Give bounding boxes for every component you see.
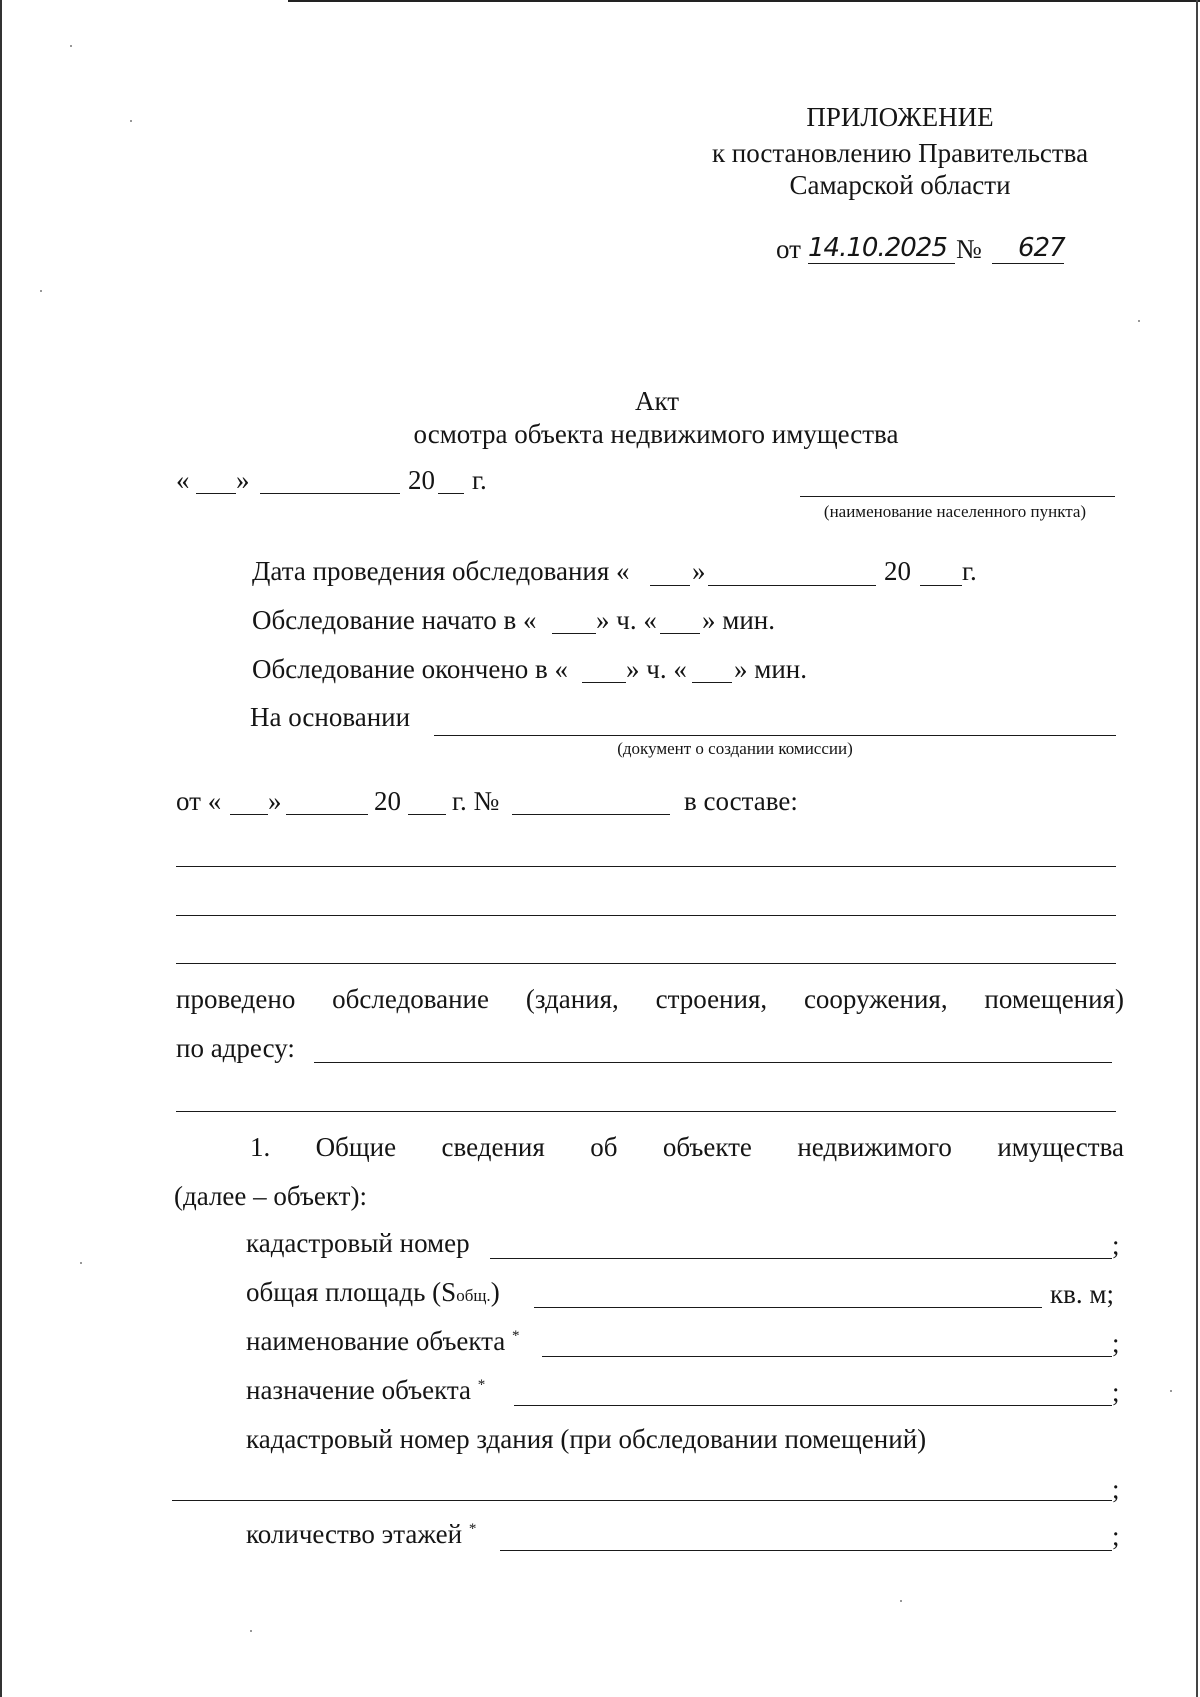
total-area-subscript: общ. [456,1286,491,1305]
survey-day-blank [650,585,690,586]
composition-line-1 [176,866,1116,867]
total-area-label [246,1279,500,1306]
handwritten-date: 14.10.2025 [808,233,947,263]
from-month-blank [286,814,368,815]
date-underline [808,263,955,264]
scan-edge-top [288,0,1200,2]
inspection-sentence [176,986,1124,1013]
day-blank [196,493,236,494]
end-hour-blank [582,682,626,683]
scan-speck [1170,1390,1172,1392]
inspection-word: помещения) [984,984,1124,1014]
number-underline [992,263,1064,264]
handwritten-number: 627 [1018,233,1065,263]
start-label: Обследование начато в « [252,605,537,635]
end-min-suffix: » мин. [734,654,807,684]
object-name-label [246,1328,520,1355]
year-blank [438,493,464,494]
scan-speck [250,1630,252,1632]
object-purpose-text: назначение объекта [246,1375,472,1405]
cadastral-number-label: кадастровый номер [246,1228,470,1258]
scan-speck [900,1600,902,1602]
address-label: по адресу: [176,1033,295,1063]
address-blank-2 [176,1111,1116,1112]
survey-year-blank [920,585,962,586]
from-close: » [268,786,282,816]
section1-word: имущества [997,1132,1124,1162]
total-area-blank [534,1307,1042,1308]
address-blank [314,1062,1112,1063]
object-purpose-label [246,1377,485,1404]
inspection-word: сооружения, [803,984,948,1014]
area-unit: кв. м; [1050,1279,1114,1309]
floors-text: количество этажей [246,1519,463,1549]
composition-line-3 [176,963,1116,964]
scan-speck [70,45,72,47]
from-g-no: г. № [452,786,500,816]
basis-caption: (документ о создании комиссии) [617,739,853,758]
asterisk: * [477,1377,486,1393]
object-name-blank [542,1356,1112,1357]
survey-date-label: Дата проведения обследования « [252,556,630,586]
from-year-blank [408,814,446,815]
month-blank [260,493,400,494]
start-min-blank [660,633,700,634]
inspection-word: строения, [655,984,768,1014]
settlement-blank [800,496,1115,497]
survey-year-suffix: г. [962,556,977,586]
cadastral-number-blank [490,1258,1112,1259]
scan-speck [40,290,42,292]
floors-label [246,1521,476,1548]
asterisk: * [468,1521,477,1537]
object-purpose-blank [514,1405,1112,1406]
from-prefix: от « [176,786,222,816]
resolution-line: к постановлению Правительства [711,138,1089,168]
date-close-quote: » [236,465,250,495]
semicolon: ; [1112,1474,1120,1504]
scan-speck [80,1262,82,1264]
section1-word: объекте [662,1132,752,1162]
total-area-text: общая площадь (S [246,1277,457,1307]
semicolon: ; [1112,1230,1120,1260]
inspection-word: обследование [332,984,489,1014]
start-hour-blank [552,633,596,634]
survey-date-close: » [692,556,706,586]
year-prefix: 20 [408,465,435,495]
section1-word: недвижимого [797,1132,952,1162]
from-number-blank [512,814,670,815]
survey-month-blank [708,585,876,586]
inspection-word: проведено [176,984,296,1014]
end-hour-sep: » ч. « [626,654,687,684]
basis-label: На основании [250,702,411,732]
building-cadastral-label: кадастровый номер здания (при обследовании помещений) [246,1424,927,1454]
section1-word: 1. [250,1132,271,1162]
total-area-close: ) [490,1277,500,1307]
end-min-blank [692,682,732,683]
region-line: Самарской области [789,170,1011,200]
act-subtitle: осмотра объекта недвижимого имущества [413,419,899,449]
semicolon: ; [1112,1328,1120,1358]
section1-heading [250,1134,1124,1161]
survey-year-prefix: 20 [884,556,911,586]
semicolon: ; [1112,1521,1120,1551]
object-name-text: наименование объекта [246,1326,506,1356]
act-title: Акт [634,386,680,416]
settlement-caption: (наименование населенного пункта) [823,502,1087,521]
appendix-title: ПРИЛОЖЕНИЕ [806,102,994,132]
year-suffix: г. [472,465,487,495]
from-year-prefix: 20 [374,786,401,816]
from-label: от [776,234,801,264]
scan-speck [1138,320,1140,322]
scan-speck [130,120,132,122]
composition-line-2 [176,915,1116,916]
basis-blank [434,735,1116,736]
inspection-word: (здания, [525,984,619,1014]
section1-line2: (далее – объект): [174,1181,367,1211]
end-label: Обследование окончено в « [252,654,569,684]
scan-edge-right [1196,0,1198,1697]
section1-word: Общие [315,1132,397,1162]
date-open-quote: « [176,465,190,495]
start-min-suffix: » мин. [702,605,775,635]
semicolon: ; [1112,1377,1120,1407]
floors-blank [500,1550,1112,1551]
composition-label: в составе: [684,786,798,816]
section1-word: об [590,1132,618,1162]
scan-edge-left [0,0,2,1697]
building-cadastral-blank [172,1500,1112,1501]
number-sign: № [956,234,982,264]
from-day-blank [230,814,268,815]
asterisk: * [512,1328,520,1344]
start-hour-sep: » ч. « [596,605,657,635]
section1-word: сведения [441,1132,545,1162]
